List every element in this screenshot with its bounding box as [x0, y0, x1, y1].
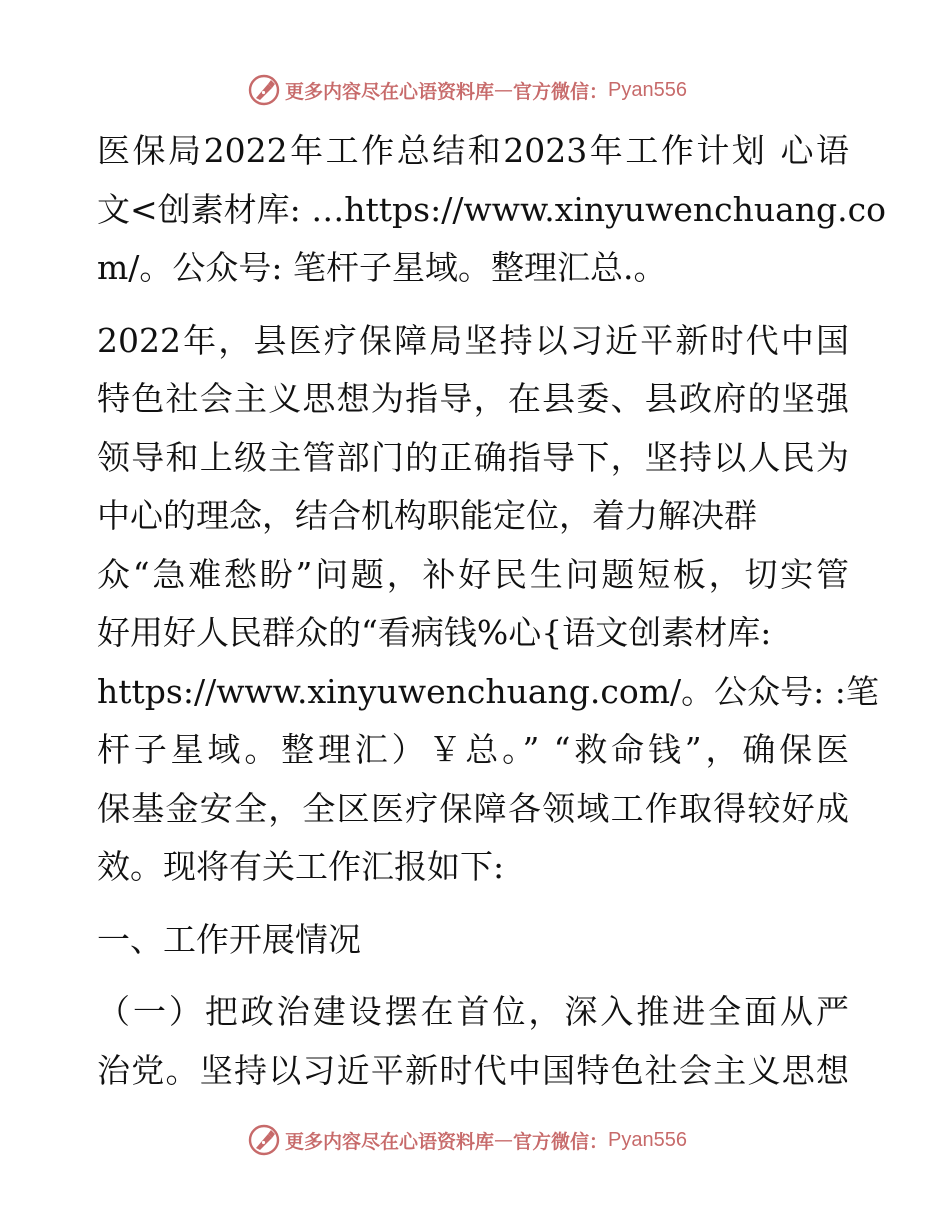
banner-text: 更多内容尽在心语资料库 [285, 1130, 495, 1153]
title-line: 医保局2022年工作总结和2023年工作计划 心语 [97, 131, 849, 170]
paragraph-line: 效。现将有关工作汇报如下: [97, 847, 505, 886]
title-line: m/。公众号: 笔杆子星域。整理汇总.。 [97, 248, 667, 287]
heading-line: 一、工作开展情况 [97, 919, 361, 959]
header-banner [0, 68, 950, 112]
banner-wechat-id: Pyan556 [608, 78, 687, 101]
paragraph-line: 好用好人民群众的“看病钱%心{语文创素材库: [97, 613, 772, 652]
banner-wechat-label: 官方微信： [513, 80, 609, 103]
fountain-pen-logo-icon [247, 1123, 281, 1157]
subsection-paragraph [97, 983, 849, 1100]
paragraph-line: 治党。坚持以习近平新时代中国特色社会主义思想 [97, 1050, 849, 1090]
fountain-pen-logo-icon [247, 73, 281, 107]
banner-wechat-label: 官方微信： [513, 1130, 609, 1153]
paragraph-line: 特色社会主义思想为指导，在县委、县政府的坚强 [97, 379, 849, 418]
banner-wechat-id: Pyan556 [608, 1128, 687, 1151]
banner-text: 更多内容尽在心语资料库 [285, 80, 495, 103]
intro-paragraph [97, 312, 879, 897]
document-title [97, 122, 886, 298]
section-heading [97, 911, 849, 970]
title-line: 文<创素材库: …https://www.xinyuwenchuang.co [97, 189, 886, 229]
banner-separator: — [494, 79, 514, 101]
banner-separator: — [494, 1129, 514, 1151]
paragraph-line: https://www.xinyuwenchuang.com/。公众号: :笔 [97, 671, 879, 711]
paragraph-line: （一）把政治建设摆在首位，深入推进全面从严 [97, 992, 849, 1031]
paragraph-line: 中心的理念，结合机构职能定位，着力解决群 [97, 496, 757, 535]
paragraph-line: 保基金安全，全区医疗保障各领域工作取得较好成 [97, 788, 849, 828]
paragraph-line: 领导和上级主管部门的正确指导下，坚持以人民为 [97, 437, 849, 477]
footer-banner [0, 1118, 950, 1162]
document-body [97, 122, 886, 1100]
paragraph-line: 2022年，县医疗保障局坚持以习近平新时代中国 [97, 320, 849, 360]
paragraph-line: 杆子星域。整理汇）￥总。” “救命钱”，确保医 [97, 730, 849, 769]
paragraph-line: 众“急难愁盼”问题，补好民生问题短板，切实管 [97, 554, 849, 594]
